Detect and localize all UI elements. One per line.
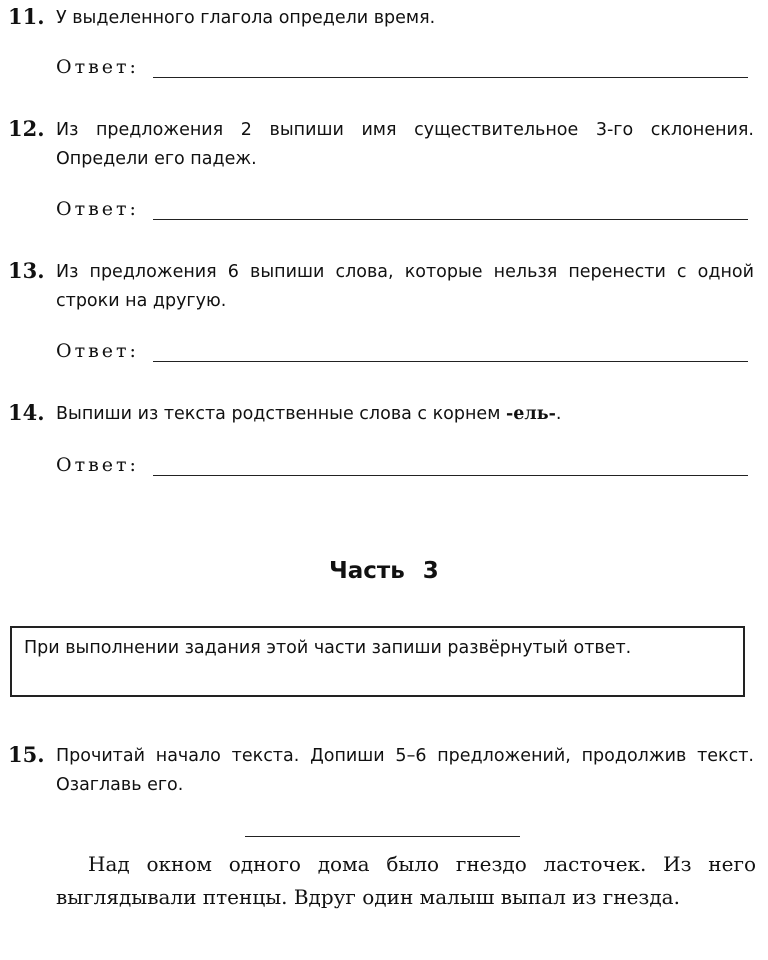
answer-label: Ответ: <box>56 454 139 476</box>
task-11 <box>8 4 754 33</box>
answer-line[interactable] <box>153 57 748 78</box>
task-number: 13. <box>8 258 45 283</box>
answer-line[interactable] <box>153 455 748 476</box>
part-title: Часть 3 <box>329 558 439 584</box>
answer-field-13[interactable] <box>56 340 748 362</box>
task-question: Из предложения 6 выпиши слова, которые нельзя перенести с одной строки на другую. <box>56 262 754 311</box>
task-question: У выделенного глагола определи время. <box>56 8 436 28</box>
question-text: Выпиши из текста родственные слова с корнем <box>56 404 506 424</box>
answer-label: Ответ: <box>56 340 139 362</box>
task-question <box>56 400 754 429</box>
task-14 <box>8 400 754 429</box>
instruction-box: При выполнении задания этой части запиши развёрнутый ответ. <box>10 626 745 697</box>
root-highlight: -ель- <box>505 404 556 424</box>
answer-line[interactable] <box>153 341 748 362</box>
title-blank-line[interactable] <box>245 836 520 837</box>
answer-label: Ответ: <box>56 198 139 220</box>
task-15 <box>8 742 754 800</box>
answer-line[interactable] <box>153 199 748 220</box>
answer-field-14[interactable] <box>56 454 748 476</box>
task-number: 14. <box>8 400 45 425</box>
task-question: Из предложения 2 выпиши имя существительное 3-го склонения. Определи его падеж. <box>56 120 754 169</box>
answer-field-12[interactable] <box>56 198 748 220</box>
task-question: Прочитай начало текста. Допиши 5–6 предложений, продолжив текст. Озаглавь его. <box>56 746 754 795</box>
answer-label: Ответ: <box>56 56 139 78</box>
task-13 <box>8 258 754 316</box>
task-number: 15. <box>8 742 45 767</box>
task-number: 11. <box>8 4 45 29</box>
task-12 <box>8 116 754 174</box>
question-end: . <box>555 404 562 424</box>
story-text: Над окном одного дома было гнездо ласточек. Из него выглядывали птенцы. Вдруг один малыш выпал из гнезда. <box>56 852 756 909</box>
task-number: 12. <box>8 116 45 141</box>
answer-field-11[interactable] <box>56 56 748 78</box>
